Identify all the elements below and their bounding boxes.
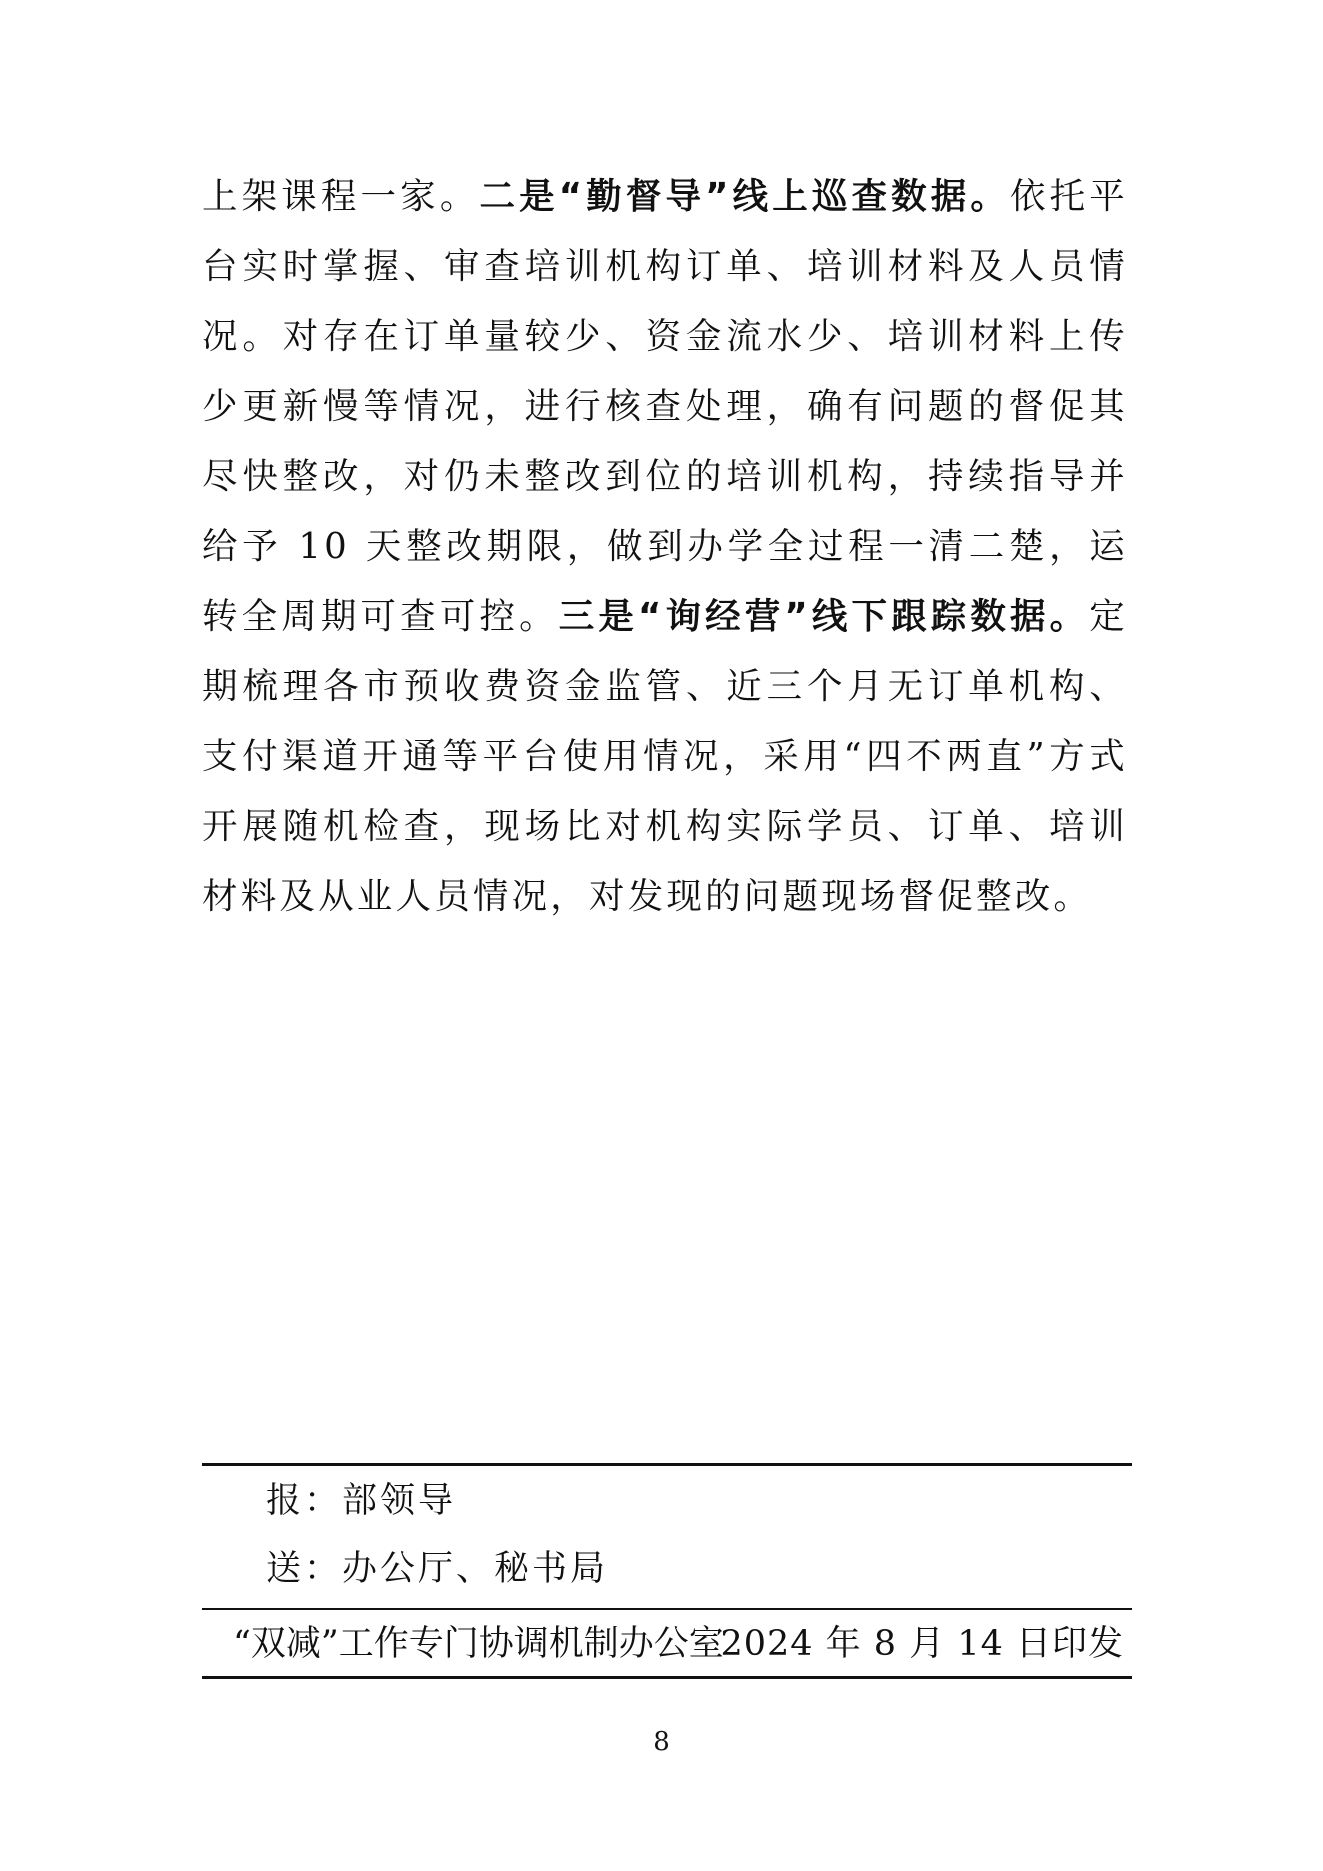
issue-date: 2024 年 8 月 14 日印发 <box>720 1624 1124 1664</box>
send-to-line: 送：办公厅、秘书局 <box>266 1549 609 1589</box>
page-number: 8 <box>653 1727 670 1757</box>
body-bold-heading: 三是“询经营”线下跟踪数据。 <box>558 596 1090 637</box>
distribution-bottom-rule <box>202 1676 1132 1679</box>
body-text-segment: 依托平台实时掌握、审查培训机构订单、培训材料及人员情况。对存在订单量较少、资金流水少、培训材料上传少更新慢等情况，进行核查处理，确有问题的督促其尽快整改，对仍未整改到位的培训机构，持续指导并给予 10 天整改期限，做到办学全过程一清二楚，运转全周期可查可控。 <box>202 176 1128 637</box>
report-to-line: 报：部领导 <box>266 1481 457 1521</box>
body-text-segment: 定期梳理各市预收费资金监管、近三个月无订单机构、支付渠道开通等平台使用情况，采用“四不两直”方式开展随机检查，现场比对机构实际学员、订单、培训材料及从业人员情况，对发现的问题现场督促整改。 <box>202 596 1128 917</box>
body-text-segment: 上架课程一家。 <box>202 176 480 217</box>
distribution-top-rule <box>202 1463 1132 1466</box>
body-paragraph <box>202 162 1128 932</box>
distribution-middle-rule <box>202 1608 1132 1610</box>
body-bold-heading: 二是“勤督导”线上巡查数据。 <box>479 176 1011 217</box>
issuing-office: “双减”工作专门协调机制办公室 <box>233 1624 724 1664</box>
